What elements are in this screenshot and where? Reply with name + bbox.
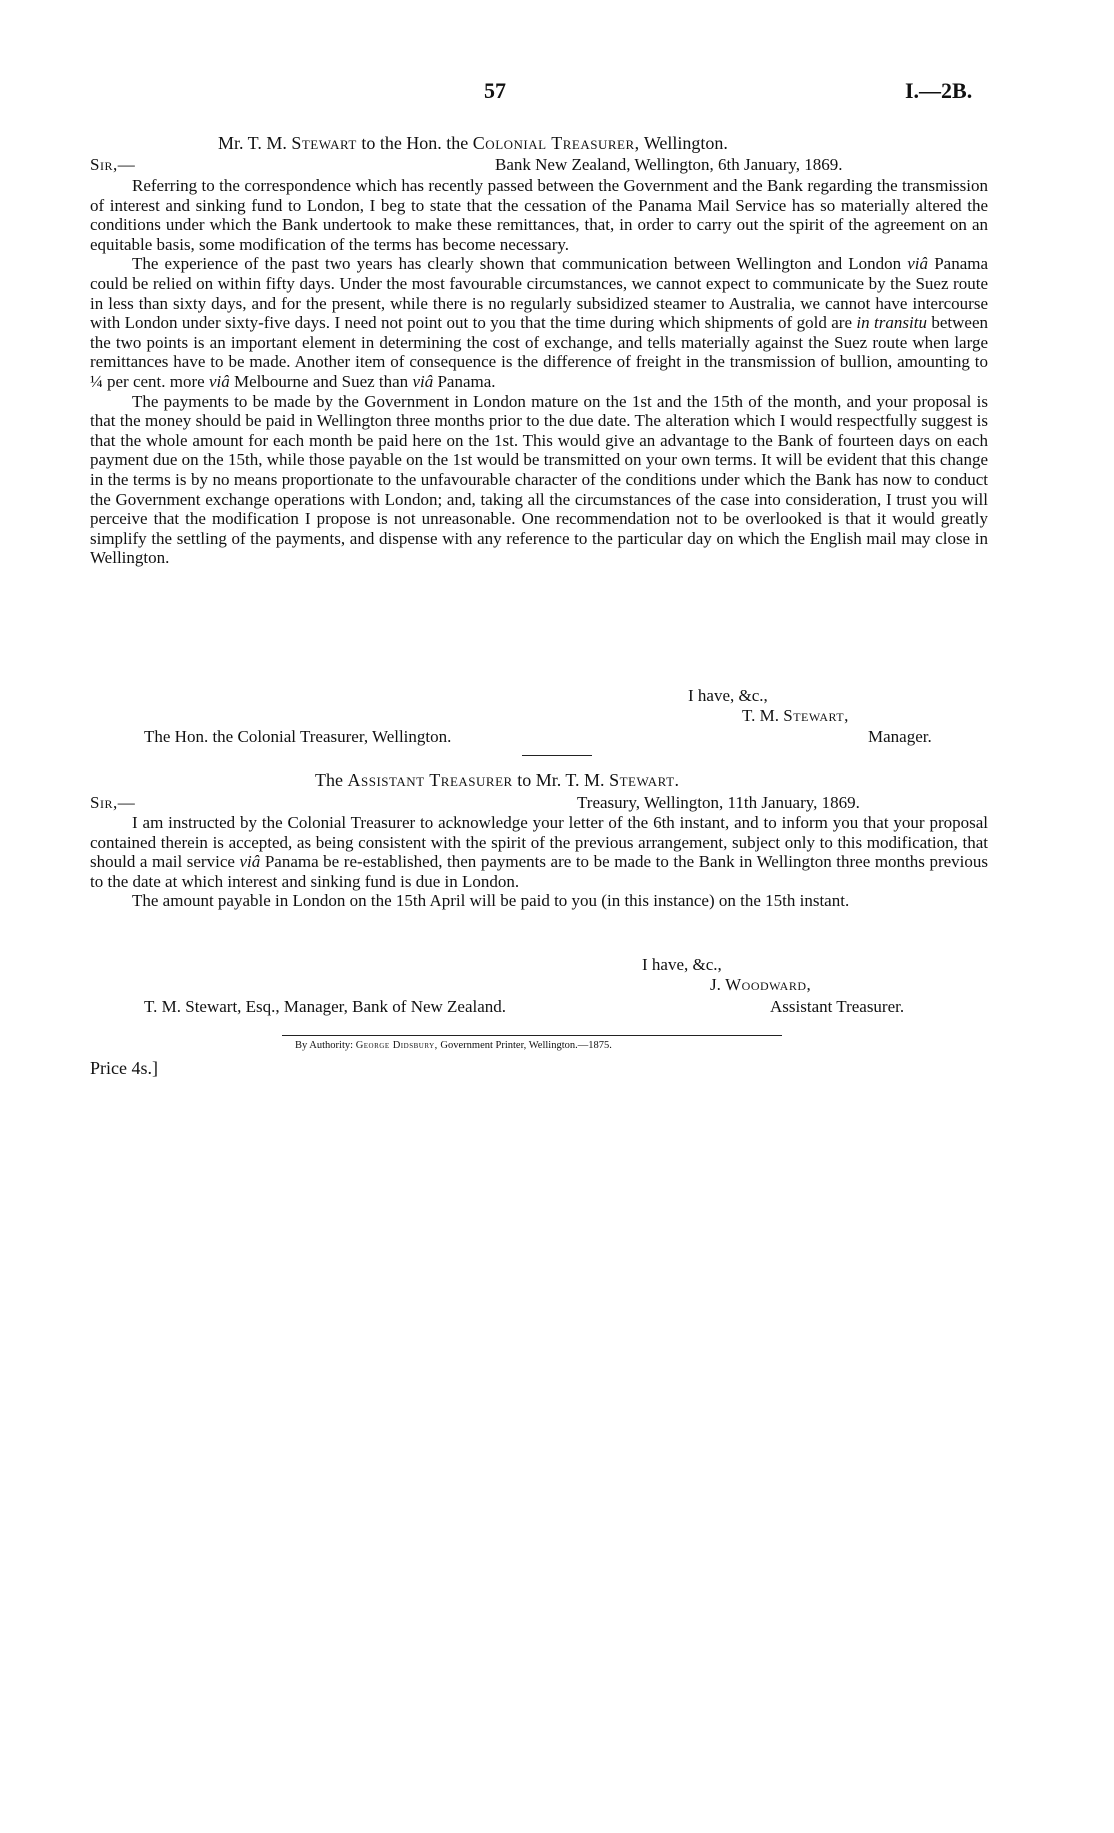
letter1-p2-c: between the two points is an important element in determining the cost of exchange, and tells materially against the Suez route when large remittances have to be made. Another item of consequence is the difference of freight in the transmission of bullion, amounting to ¼ per cent. more [90,313,989,391]
letter1-paragraph-2 [90,254,988,391]
letter2-p1-a: I am instructed by the Colonial Treasurer to acknowledge your letter of the 6th instant, and to inform you that your proposal contained therein is accepted, as being consistent with the spirit of the previous arrangement, subject only to this modification, that should a mail service [90,813,988,872]
letter1-via-2: viâ [208,371,230,391]
letter2-heading [315,770,680,791]
letter2-paragraph-2: The amount payable in London on the 15th April will be paid to you (in this instance) on the 15th instant. [132,891,850,911]
letter1-signature-title: Manager. [868,727,932,746]
letter2-salutation: Sir,— [90,793,136,812]
letter1-via-1: viâ [907,254,929,274]
imprint-line [295,1040,612,1051]
letter2-heading-to: Stewart. [609,770,680,790]
letter1-p2-e: Panama. [437,371,496,391]
letter2-signature [710,975,811,995]
letter2-addressee: T. M. Stewart, Esq., Manager, Bank of New Zealand. [144,997,507,1016]
letter1-salutation: Sir,— [90,155,136,174]
letter2-closing: I have, &c., [642,955,722,974]
letter1-body [90,176,988,568]
imprint-printer: George Didsbury, [355,1040,438,1051]
letter2-via: viâ [239,852,261,872]
letter1-addressee: The Hon. the Colonial Treasurer, Wellington. [144,727,452,746]
letter2-p1-b: Panama be re-established, then payments are to be made to the Bank in Wellington three months previous to the date at which interest and sinking fund is due in London. [90,852,988,891]
document-reference: I.—2B. [905,78,973,103]
letter1-signature-initials: T. M. [742,706,779,725]
page-number: 57 [484,78,506,103]
letter1-heading-from: Stewart [291,133,357,153]
letter1-p2-a: The experience of the past two years has clearly shown that communication between Wellington and London [132,254,902,274]
letter1-closing: I have, &c., [688,686,768,705]
letter1-p2-b: Panama could be relied on within fifty days. Under the most favourable circumstances, we cannot expect to communicate by the Suez route in less than sixty days, and for the present, while there is no regularly subsidized steamer to Australia, we cannot have intercourse with London under sixty-five days. I need not point out to you that the time during which shipments of gold are [90,254,989,333]
letter1-in-transitu: in transitu [856,313,927,333]
imprint-rule [282,1035,782,1036]
imprint-by: By Authority: [295,1040,354,1051]
letter1-heading [218,133,728,154]
letter2-signature-title: Assistant Treasurer. [770,997,905,1016]
letter1-heading-to: Colonial Treasurer, [472,133,640,153]
letter2-signature-initials: J. [710,975,721,994]
letter2-paragraph-1 [90,813,988,891]
letter2-heading-the: The [315,770,343,790]
letter2-heading-from: Assistant Treasurer [347,770,513,790]
letter1-dateline: Bank New Zealand, Wellington, 6th January, 1869. [495,155,843,174]
letter2-dateline: Treasury, Wellington, 11th January, 1869. [577,793,860,812]
letter1-signature-name: Stewart, [783,706,849,725]
letter1-via-3: viâ [412,371,434,391]
letter1-heading-mr: Mr. T. M. [218,133,287,153]
letter2-heading-mid: to Mr. T. M. [517,770,605,790]
letter1-paragraph-1: Referring to the correspondence which has recently passed between the Government and the Bank regarding the transmission of interest and sinking fund to London, I beg to state that the cessation of the Panama Mail Service has so materially altered the conditions under which the Bank undertook to make these remittances, that, in order to carry out the spirit of the agreement on an equitable basis, some modification of the terms has become necessary. [90,176,988,254]
letter1-p2-d: Melbourne and Suez than [233,371,409,391]
letter1-paragraph-3: The payments to be made by the Government in London mature on the 1st and the 15th of the month, and your proposal is that the money should be paid in Wellington three months prior to the due date. The alteration which I would respectfully suggest is that the whole amount for each month be paid here on the 1st. This would give an advantage to the Bank of fourteen days on each payment due on the 15th, while those payable on the 1st would be transmitted on your own terms. It will be evident that this change in the terms is by no means proportionate to the unfavourable character of the conditions under which the Bank has now to conduct the Government exchange operations with London; and, taking all the circumstances of the case into consideration, I trust you will perceive that the modification I propose is not unreasonable. One recommendation not to be overlooked is that it would greatly simplify the settling of the payments, and dispense with any reference to the particular day on which the English mail may close in Wellington. [90,391,988,568]
letter-divider [522,755,592,756]
price: Price 4s.] [90,1058,158,1078]
letter1-signature [742,706,849,726]
imprint-rest: Government Printer, Wellington.—1875. [440,1040,612,1051]
letter1-heading-mid: to the Hon. the [361,133,469,153]
letter2-signature-name: Woodward, [725,975,812,994]
letter2-body [90,813,988,911]
letter1-heading-place: Wellington. [643,133,728,153]
